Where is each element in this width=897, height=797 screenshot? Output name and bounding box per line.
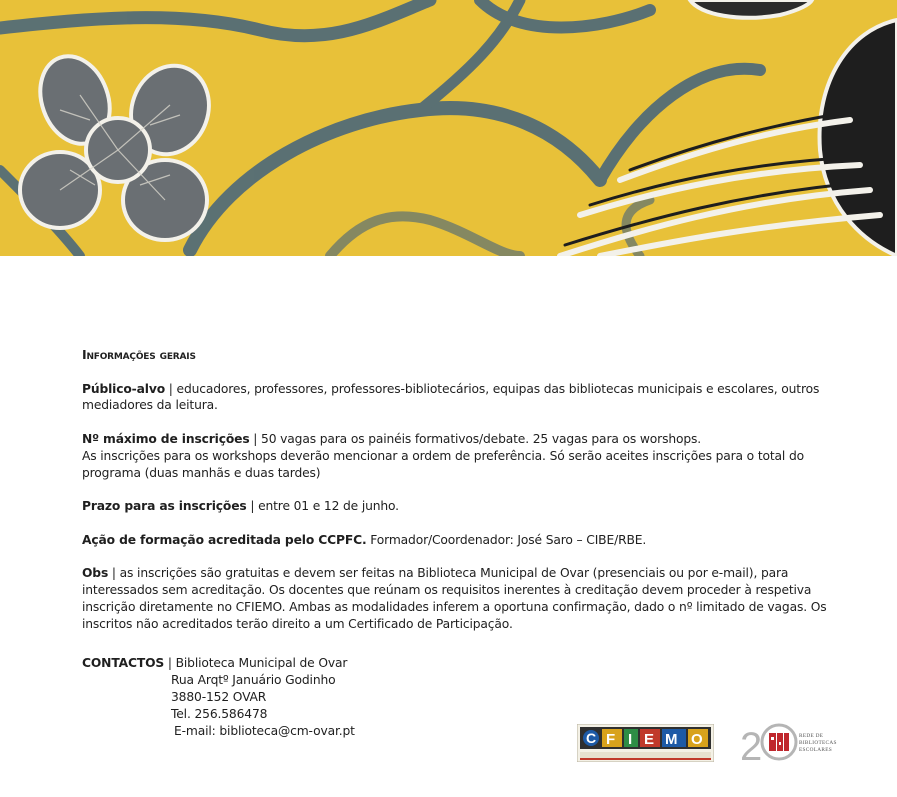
svg-text:BIBLIOTECAS: BIBLIOTECAS xyxy=(799,740,837,746)
svg-text:REDE DE: REDE DE xyxy=(799,733,824,739)
banner-illustration xyxy=(0,0,897,256)
deadline-label: Prazo para as inscrições xyxy=(82,499,247,514)
street-address: Rua Arqtº Januário Godinho xyxy=(171,672,336,687)
contacts-line xyxy=(82,655,355,672)
section-title: Informações gerais xyxy=(82,347,196,362)
svg-text:ESCOLARES: ESCOLARES xyxy=(799,747,833,753)
contacts-block xyxy=(82,655,355,740)
accreditation-paragraph xyxy=(82,532,842,549)
general-information xyxy=(82,347,842,633)
email-address[interactable]: E-mail: biblioteca@cm-ovar.pt xyxy=(174,723,355,738)
accreditation-label: Ação de formação acreditada pelo CCPFC. xyxy=(82,532,367,547)
max-registrations-text: | 50 vagas para os painéis formativos/debate. 25 vagas para os worshops. xyxy=(249,431,702,446)
target-audience-label: Público-alvo xyxy=(82,381,166,396)
svg-text:C: C xyxy=(586,730,597,746)
deadline-paragraph xyxy=(82,498,842,515)
svg-text:I: I xyxy=(628,731,633,748)
library-name: | Biblioteca Municipal de Ovar xyxy=(164,656,348,670)
svg-text:F: F xyxy=(606,731,616,748)
svg-text:M: M xyxy=(665,731,678,748)
max-registrations-label: Nº máximo de inscrições xyxy=(82,431,250,446)
trainer-text: Formador/Coordenador: José Saro – CIBE/RBE. xyxy=(366,532,647,547)
svg-text:2: 2 xyxy=(740,725,763,765)
deadline-text: | entre 01 e 12 de junho. xyxy=(246,499,399,514)
notes-label: Obs xyxy=(82,566,109,581)
target-audience-paragraph xyxy=(82,381,842,415)
rbe-20-years-logo xyxy=(740,720,850,765)
workshop-preference-note: As inscrições para os workshops deverão mencionar a ordem de preferência. Só serão aceites inscrições para o total do programa (duas manhãs e duas tardes) xyxy=(82,448,804,480)
cfiemo-logo xyxy=(577,724,714,762)
contacts-label: CONTACTOS xyxy=(82,656,165,670)
notes-paragraph xyxy=(82,565,842,632)
postal-code: 3880-152 OVAR xyxy=(171,689,267,704)
max-registrations-paragraph xyxy=(82,431,842,448)
phone-number: Tel. 256.586478 xyxy=(171,706,268,721)
notes-text: | as inscrições são gratuitas e devem ser feitas na Biblioteca Municipal de Ovar (presenciais ou por e-mail), para interessados sem acreditação. Os docentes que reúnam os requisitos inerentes à creditação devem proceder à respetiva inscrição diretamente no CFIEMO. Ambas as modalidades inferem a oportuna confirmação, dado o nº limitado de vagas. Os inscritos não acreditados terão direito a um Certificado de Participação. xyxy=(82,566,827,631)
svg-text:O: O xyxy=(691,731,703,748)
target-audience-text: | educadores, professores, professores-bibliotecários, equipas das bibliotecas municipais e escolares, outros mediadores da leitura. xyxy=(82,381,820,413)
svg-text:E: E xyxy=(644,731,655,748)
header-banner-image xyxy=(0,0,897,256)
